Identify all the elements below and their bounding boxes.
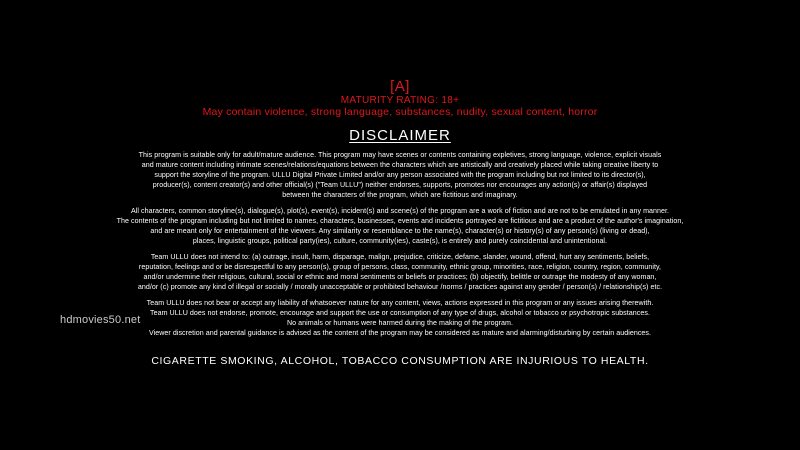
- disclaimer-line: places, linguistic groups, political party(ies), culture, community(ies), caste(s), is entirely and purely coincidental and unintentional.: [192, 237, 608, 246]
- content-descriptors: May contain violence, strong language, substances, nudity, sexual content, horror: [202, 106, 598, 118]
- health-warning: CIGARETTE SMOKING, ALCOHOL, TOBACCO CONSUMPTION ARE INJURIOUS TO HEALTH.: [151, 355, 649, 367]
- disclaimer-line: and mature content including intimate scenes/relations/equations between the characters which are artistically and creatively placed while taking creative liberty to: [141, 161, 659, 170]
- disclaimer-line: Team ULLU does not endorse, promote, encourage and support the use or consumption of any type of drugs, alcohol or tobacco or psychotropic substances.: [149, 309, 650, 318]
- disclaimer-line: and/or (c) promote any kind of illegal or socially / morally unacceptable or prohibited behaviour /norms / practices against any gender / person(s) / relationship(s) etc.: [137, 283, 663, 292]
- disclaimer-paragraph-liability: [50, 298, 750, 338]
- disclaimer-line: reputation, feelings and or be disrespectful to any person(s), group of persons, class, community, ethnic group, minorities, race, religion, country, region, community,: [138, 263, 662, 272]
- disclaimer-line: producer(s), content creator(s) and other official(s) ("Team ULLU") neither endorses, supports, promotes nor encourages any action(s) or affair(s) displayed: [152, 181, 648, 190]
- disclaimer-title: DISCLAIMER: [349, 127, 451, 144]
- disclaimer-paragraph-intent: [50, 252, 750, 292]
- disclaimer-line: Team ULLU does not intend to: (a) outrage, insult, harm, disparage, malign, prejudice, criticize, defame, slander, wound, offend, hurt any sentiments, beliefs,: [150, 253, 650, 261]
- disclaimer-line: This program is suitable only for adult/mature audience. This program may have scenes or contents containing expletives, strong language, violence, explicit visuals: [138, 151, 662, 159]
- site-watermark: hdmovies50.net: [60, 314, 141, 326]
- disclaimer-line: No animals or humans were harmed during the making of the program.: [286, 319, 514, 328]
- disclaimer-line: between the characters of the program, which are fictitious and imaginary.: [282, 191, 518, 200]
- rating-code: [A]: [390, 78, 410, 95]
- disclaimer-paragraph-audience: [50, 150, 750, 200]
- disclaimer-line: All characters, common storyline(s), dialogue(s), plot(s), event(s), incident(s) and scene(s) of the program are a work of fiction and are not to be emulated in any manner.: [130, 207, 670, 215]
- disclaimer-line: and/or undermine their religious, cultural, social or ethnic and moral sentiments or beliefs or practices; (b) objectify, belittle or outrage the modesty of any woman,: [143, 273, 657, 282]
- maturity-rating-block: [0, 78, 800, 118]
- disclaimer-line: Viewer discretion and parental guidance is advised as the content of the program may be considered as mature and alarming/disturbing by certain audiences.: [148, 329, 652, 338]
- disclaimer-line: The contents of the program including but not limited to names, characters, businesses, events and incidents portrayed are fictitious and are a product of the author's imagination,: [116, 217, 684, 226]
- disclaimer-line: and are meant only for entertainment of the viewers. Any similarity or resemblance to the name(s), character(s) or history(s) of any person(s) (living or dead),: [150, 227, 650, 236]
- disclaimer-line: support the storyline of the program. ULLU Digital Private Limited and/or any person associated with the program including but not limited to its director(s),: [154, 171, 646, 180]
- disclaimer-paragraph-fiction: [50, 206, 750, 246]
- maturity-rating-label: MATURITY RATING: 18+: [340, 95, 460, 106]
- disclaimer-line: Team ULLU does not bear or accept any liability of whatsoever nature for any content, views, actions expressed in this program or any issues arising therewith.: [146, 299, 654, 307]
